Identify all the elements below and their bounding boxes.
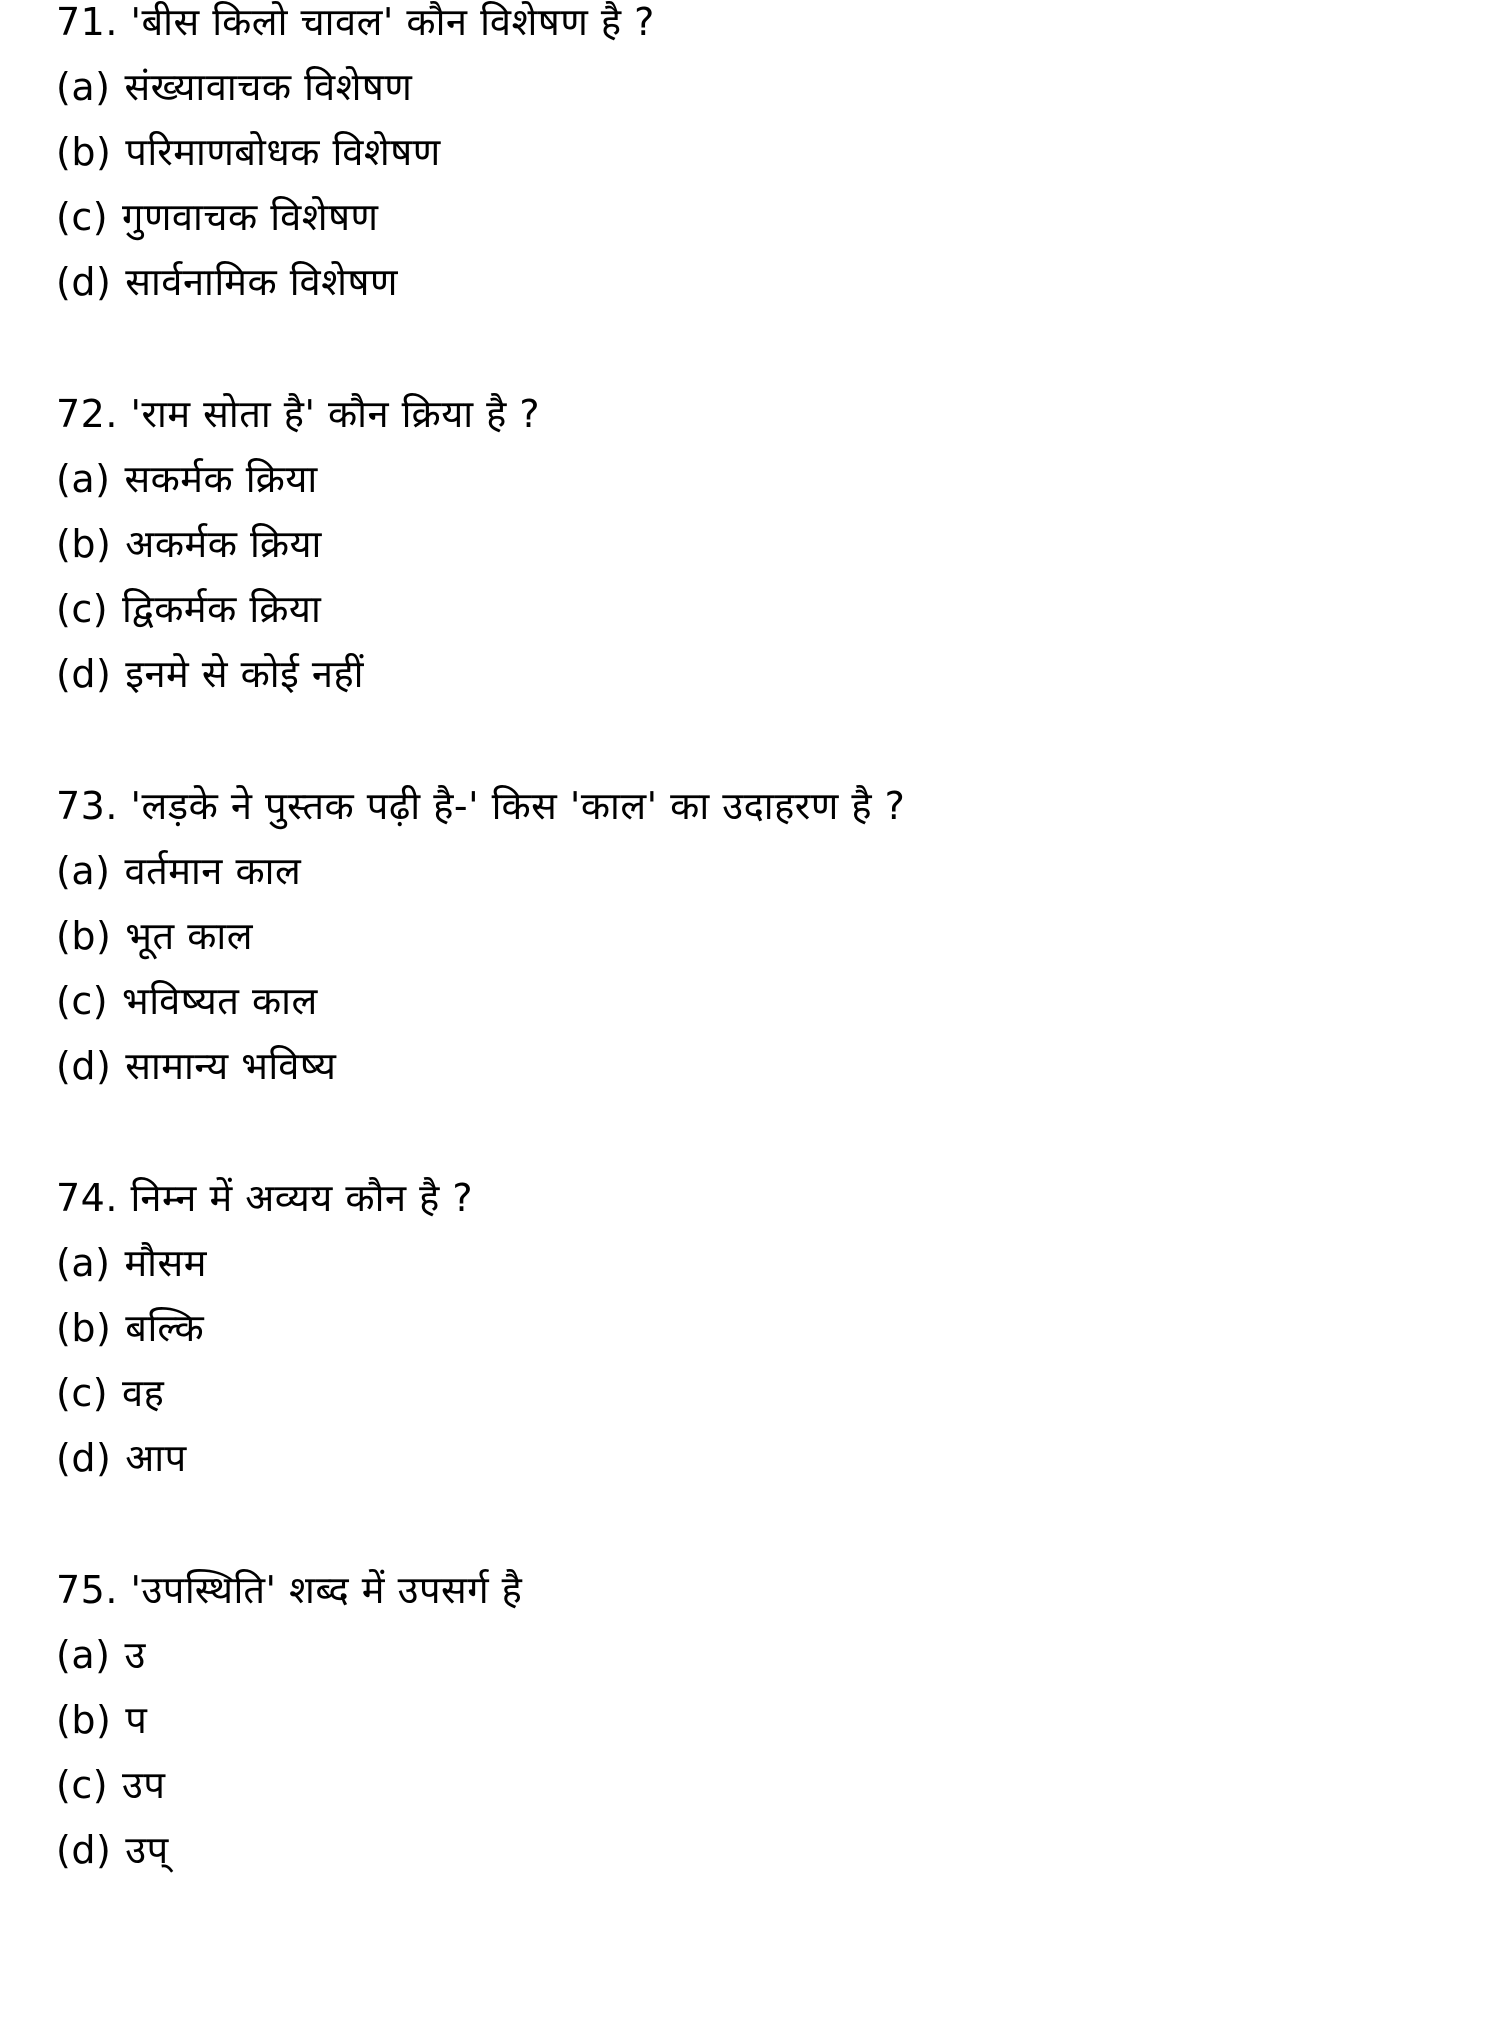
option-text: उ xyxy=(124,1633,146,1677)
option-letter: (c) xyxy=(56,979,109,1023)
question-75 xyxy=(56,1558,1456,1883)
option-letter: (a) xyxy=(56,849,111,893)
option-letter: (a) xyxy=(56,457,111,501)
option-letter: (c) xyxy=(56,1371,109,1415)
option-letter: (c) xyxy=(56,587,109,631)
option-a xyxy=(56,447,1456,512)
option-text: इनमे से कोई नहीं xyxy=(125,652,364,696)
option-text: बल्कि xyxy=(125,1306,205,1350)
option-b xyxy=(56,904,1456,969)
question-text: 'बीस किलो चावल' कौन विशेषण है ? xyxy=(130,0,655,44)
option-text: भूत काल xyxy=(125,914,254,958)
option-letter: (a) xyxy=(56,65,111,109)
option-text: सामान्य भविष्य xyxy=(125,1044,337,1088)
question-number: 74. xyxy=(56,1176,118,1220)
option-text: मौसम xyxy=(124,1241,207,1285)
option-b xyxy=(56,1688,1456,1753)
option-a xyxy=(56,1231,1456,1296)
question-stem xyxy=(56,0,1456,55)
option-b xyxy=(56,512,1456,577)
option-text: वर्तमान काल xyxy=(124,849,302,893)
option-letter: (c) xyxy=(56,1763,109,1807)
option-a xyxy=(56,839,1456,904)
option-letter: (b) xyxy=(56,522,112,566)
question-text: 'उपस्थिति' शब्द में उपसर्ग है xyxy=(130,1568,523,1612)
option-text: द्विकर्मक क्रिया xyxy=(122,587,322,631)
question-stem xyxy=(56,1558,1456,1623)
option-text: गुणवाचक विशेषण xyxy=(122,195,379,239)
option-letter: (d) xyxy=(56,652,112,696)
question-stem xyxy=(56,382,1456,447)
option-text: सार्वनामिक विशेषण xyxy=(125,260,398,304)
option-d xyxy=(56,1426,1456,1491)
option-text: आप xyxy=(125,1436,187,1480)
option-b xyxy=(56,120,1456,185)
option-letter: (d) xyxy=(56,1044,112,1088)
question-text: 'राम सोता है' कौन क्रिया है ? xyxy=(130,392,541,436)
option-text: अकर्मक क्रिया xyxy=(125,522,322,566)
question-text: निम्न में अव्यय कौन है ? xyxy=(130,1176,474,1220)
option-d xyxy=(56,1034,1456,1099)
option-letter: (d) xyxy=(56,260,112,304)
question-74 xyxy=(56,1166,1456,1491)
question-number: 71. xyxy=(56,0,118,44)
option-text: उप् xyxy=(125,1828,169,1872)
option-letter: (b) xyxy=(56,1306,112,1350)
question-71 xyxy=(56,0,1456,315)
option-letter: (c) xyxy=(56,195,109,239)
option-d xyxy=(56,1818,1456,1883)
option-a xyxy=(56,1623,1456,1688)
question-text: 'लड़के ने पुस्तक पढ़ी है-' किस 'काल' का उदाहरण है ? xyxy=(130,784,906,828)
option-text: उप xyxy=(122,1763,166,1807)
option-letter: (b) xyxy=(56,914,112,958)
option-letter: (a) xyxy=(56,1241,111,1285)
option-letter: (b) xyxy=(56,1698,112,1742)
option-c xyxy=(56,577,1456,642)
option-c xyxy=(56,185,1456,250)
option-letter: (d) xyxy=(56,1828,112,1872)
option-text: परिमाणबोधक विशेषण xyxy=(125,130,441,174)
option-text: भविष्यत काल xyxy=(122,979,318,1023)
option-c xyxy=(56,1753,1456,1818)
question-73 xyxy=(56,774,1456,1099)
option-c xyxy=(56,969,1456,1034)
option-text: संख्यावाचक विशेषण xyxy=(124,65,413,109)
option-letter: (a) xyxy=(56,1633,111,1677)
question-stem xyxy=(56,1166,1456,1231)
option-c xyxy=(56,1361,1456,1426)
option-letter: (b) xyxy=(56,130,112,174)
question-number: 73. xyxy=(56,784,118,828)
option-text: वह xyxy=(122,1371,165,1415)
question-stem xyxy=(56,774,1456,839)
option-text: प xyxy=(125,1698,148,1742)
question-number: 75. xyxy=(56,1568,118,1612)
option-d xyxy=(56,250,1456,315)
option-text: सकर्मक क्रिया xyxy=(124,457,318,501)
option-a xyxy=(56,55,1456,120)
question-72 xyxy=(56,382,1456,707)
option-d xyxy=(56,642,1456,707)
option-b xyxy=(56,1296,1456,1361)
option-letter: (d) xyxy=(56,1436,112,1480)
question-number: 72. xyxy=(56,392,118,436)
